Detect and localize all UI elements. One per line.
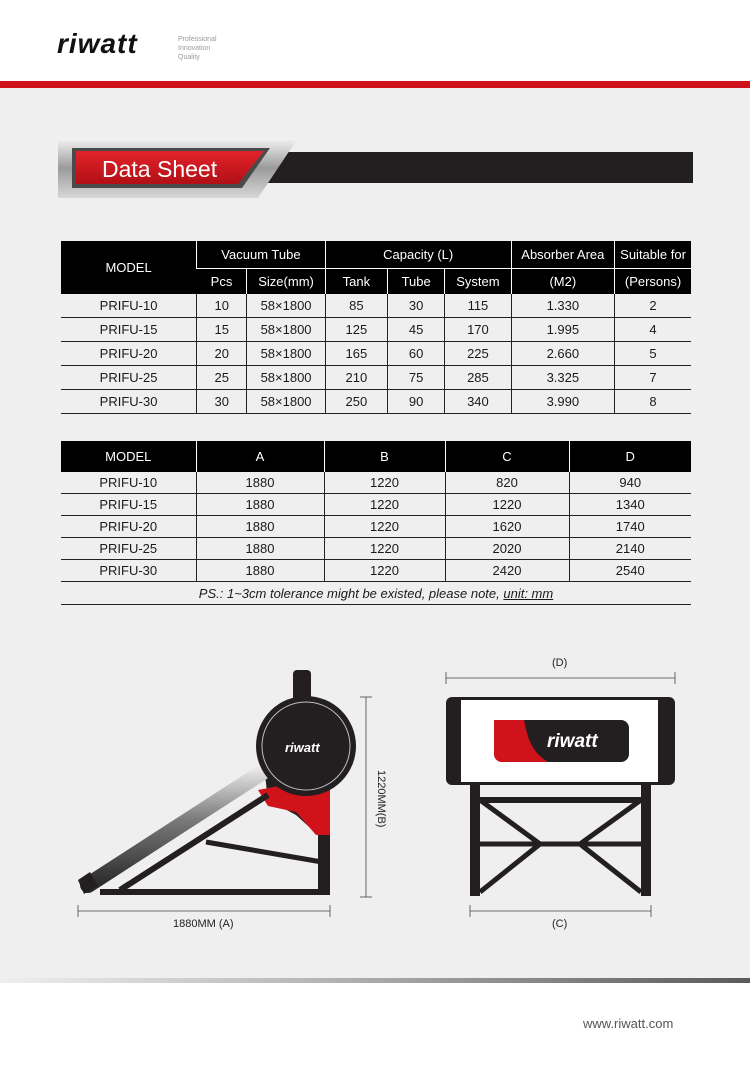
tolerance-note-unit: unit: mm <box>503 585 554 601</box>
subheader-pcs: Pcs <box>197 269 247 295</box>
cell-model: PRIFU-30 <box>61 560 196 582</box>
header-b: B <box>324 441 445 472</box>
cell-absorber: 1.330 <box>511 294 614 318</box>
cell-c: 1220 <box>445 494 569 516</box>
cell-system: 170 <box>445 318 511 342</box>
subheader-m2: (M2) <box>511 269 614 295</box>
cell-tank: 210 <box>325 366 387 390</box>
vacuum-tube <box>88 766 272 885</box>
cell-model: PRIFU-25 <box>61 538 196 560</box>
cell-model: PRIFU-30 <box>61 390 197 414</box>
cell-c: 1620 <box>445 516 569 538</box>
cell-absorber: 3.325 <box>511 366 614 390</box>
header-model: MODEL <box>61 241 197 294</box>
label-a: 1880MM (A) <box>173 918 234 930</box>
subheader-size: Size(mm) <box>247 269 325 295</box>
cell-b: 1220 <box>324 560 445 582</box>
subheader-system: System <box>445 269 511 295</box>
cell-pcs: 15 <box>197 318 247 342</box>
cell-model: PRIFU-15 <box>61 494 196 516</box>
cell-tank: 165 <box>325 342 387 366</box>
cell-persons: 4 <box>615 318 691 342</box>
cell-pcs: 20 <box>197 342 247 366</box>
cell-d: 2540 <box>569 560 691 582</box>
cell-persons: 5 <box>615 342 691 366</box>
panel-logo: riwatt <box>547 731 598 752</box>
cell-d: 1740 <box>569 516 691 538</box>
header-vacuum-tube: Vacuum Tube <box>197 241 326 269</box>
header-c: C <box>445 441 569 472</box>
subheader-persons: (Persons) <box>615 269 691 295</box>
cross-strut <box>206 842 322 862</box>
subheader-tank: Tank <box>325 269 387 295</box>
brand-logo[interactable]: riwatt <box>57 28 138 59</box>
cell-d: 1340 <box>569 494 691 516</box>
cell-b: 1220 <box>324 516 445 538</box>
cell-persons: 7 <box>615 366 691 390</box>
cell-size: 58×1800 <box>247 318 325 342</box>
cell-size: 58×1800 <box>247 366 325 390</box>
cell-a: 1880 <box>196 538 324 560</box>
tagline-line: Quality <box>178 54 200 61</box>
cell-c: 820 <box>445 472 569 494</box>
website-link[interactable]: www.riwatt.com <box>583 1016 674 1031</box>
cell-b: 1220 <box>324 494 445 516</box>
cell-absorber: 3.990 <box>511 390 614 414</box>
subheader-tube: Tube <box>388 269 445 295</box>
front-brace <box>580 800 641 844</box>
cell-b: 1220 <box>324 538 445 560</box>
cell-pcs: 30 <box>197 390 247 414</box>
front-brace <box>480 800 540 844</box>
cell-persons: 2 <box>615 294 691 318</box>
cell-c: 2420 <box>445 560 569 582</box>
cell-tube: 90 <box>388 390 445 414</box>
header-d: D <box>569 441 691 472</box>
tank-logo: riwatt <box>285 740 320 755</box>
cell-system: 285 <box>445 366 511 390</box>
section-title: Data Sheet <box>102 156 218 182</box>
cell-tube: 45 <box>388 318 445 342</box>
tagline-line: Innovation <box>178 45 211 52</box>
cell-d: 2140 <box>569 538 691 560</box>
cell-a: 1880 <box>196 494 324 516</box>
cell-model: PRIFU-25 <box>61 366 197 390</box>
cell-size: 58×1800 <box>247 390 325 414</box>
cell-tank: 85 <box>325 294 387 318</box>
cell-model: PRIFU-15 <box>61 318 197 342</box>
tolerance-note-text: PS.: 1~3cm tolerance might be existed, please note, <box>198 585 504 601</box>
cell-b: 1220 <box>324 472 445 494</box>
header-a: A <box>196 441 324 472</box>
cell-tank: 250 <box>325 390 387 414</box>
cell-persons: 8 <box>615 390 691 414</box>
cell-pcs: 10 <box>197 294 247 318</box>
label-b: 1220MM(B) <box>375 770 387 828</box>
cell-a: 1880 <box>196 516 324 538</box>
cell-absorber: 2.660 <box>511 342 614 366</box>
cell-tube: 60 <box>388 342 445 366</box>
cell-model: PRIFU-10 <box>61 294 197 318</box>
cell-pcs: 25 <box>197 366 247 390</box>
cell-tube: 75 <box>388 366 445 390</box>
front-brace <box>580 844 641 892</box>
cell-size: 58×1800 <box>247 342 325 366</box>
cell-model: PRIFU-20 <box>61 342 197 366</box>
cell-system: 340 <box>445 390 511 414</box>
cell-size: 58×1800 <box>247 294 325 318</box>
cell-c: 2020 <box>445 538 569 560</box>
cell-d: 940 <box>569 472 691 494</box>
cell-a: 1880 <box>196 472 324 494</box>
tagline-line: Professional <box>178 36 217 43</box>
cell-tank: 125 <box>325 318 387 342</box>
cell-tube: 30 <box>388 294 445 318</box>
header-absorber-area: Absorber Area <box>511 241 614 269</box>
front-brace <box>480 844 540 892</box>
cell-system: 115 <box>445 294 511 318</box>
cell-model: PRIFU-20 <box>61 516 196 538</box>
header-suitable-for: Suitable for <box>615 241 691 269</box>
cell-absorber: 1.995 <box>511 318 614 342</box>
label-d: (D) <box>552 657 568 669</box>
header-model: MODEL <box>61 441 196 472</box>
header-capacity: Capacity (L) <box>325 241 511 269</box>
cell-a: 1880 <box>196 560 324 582</box>
cell-system: 225 <box>445 342 511 366</box>
label-c: (C) <box>552 918 568 930</box>
cell-model: PRIFU-10 <box>61 472 196 494</box>
